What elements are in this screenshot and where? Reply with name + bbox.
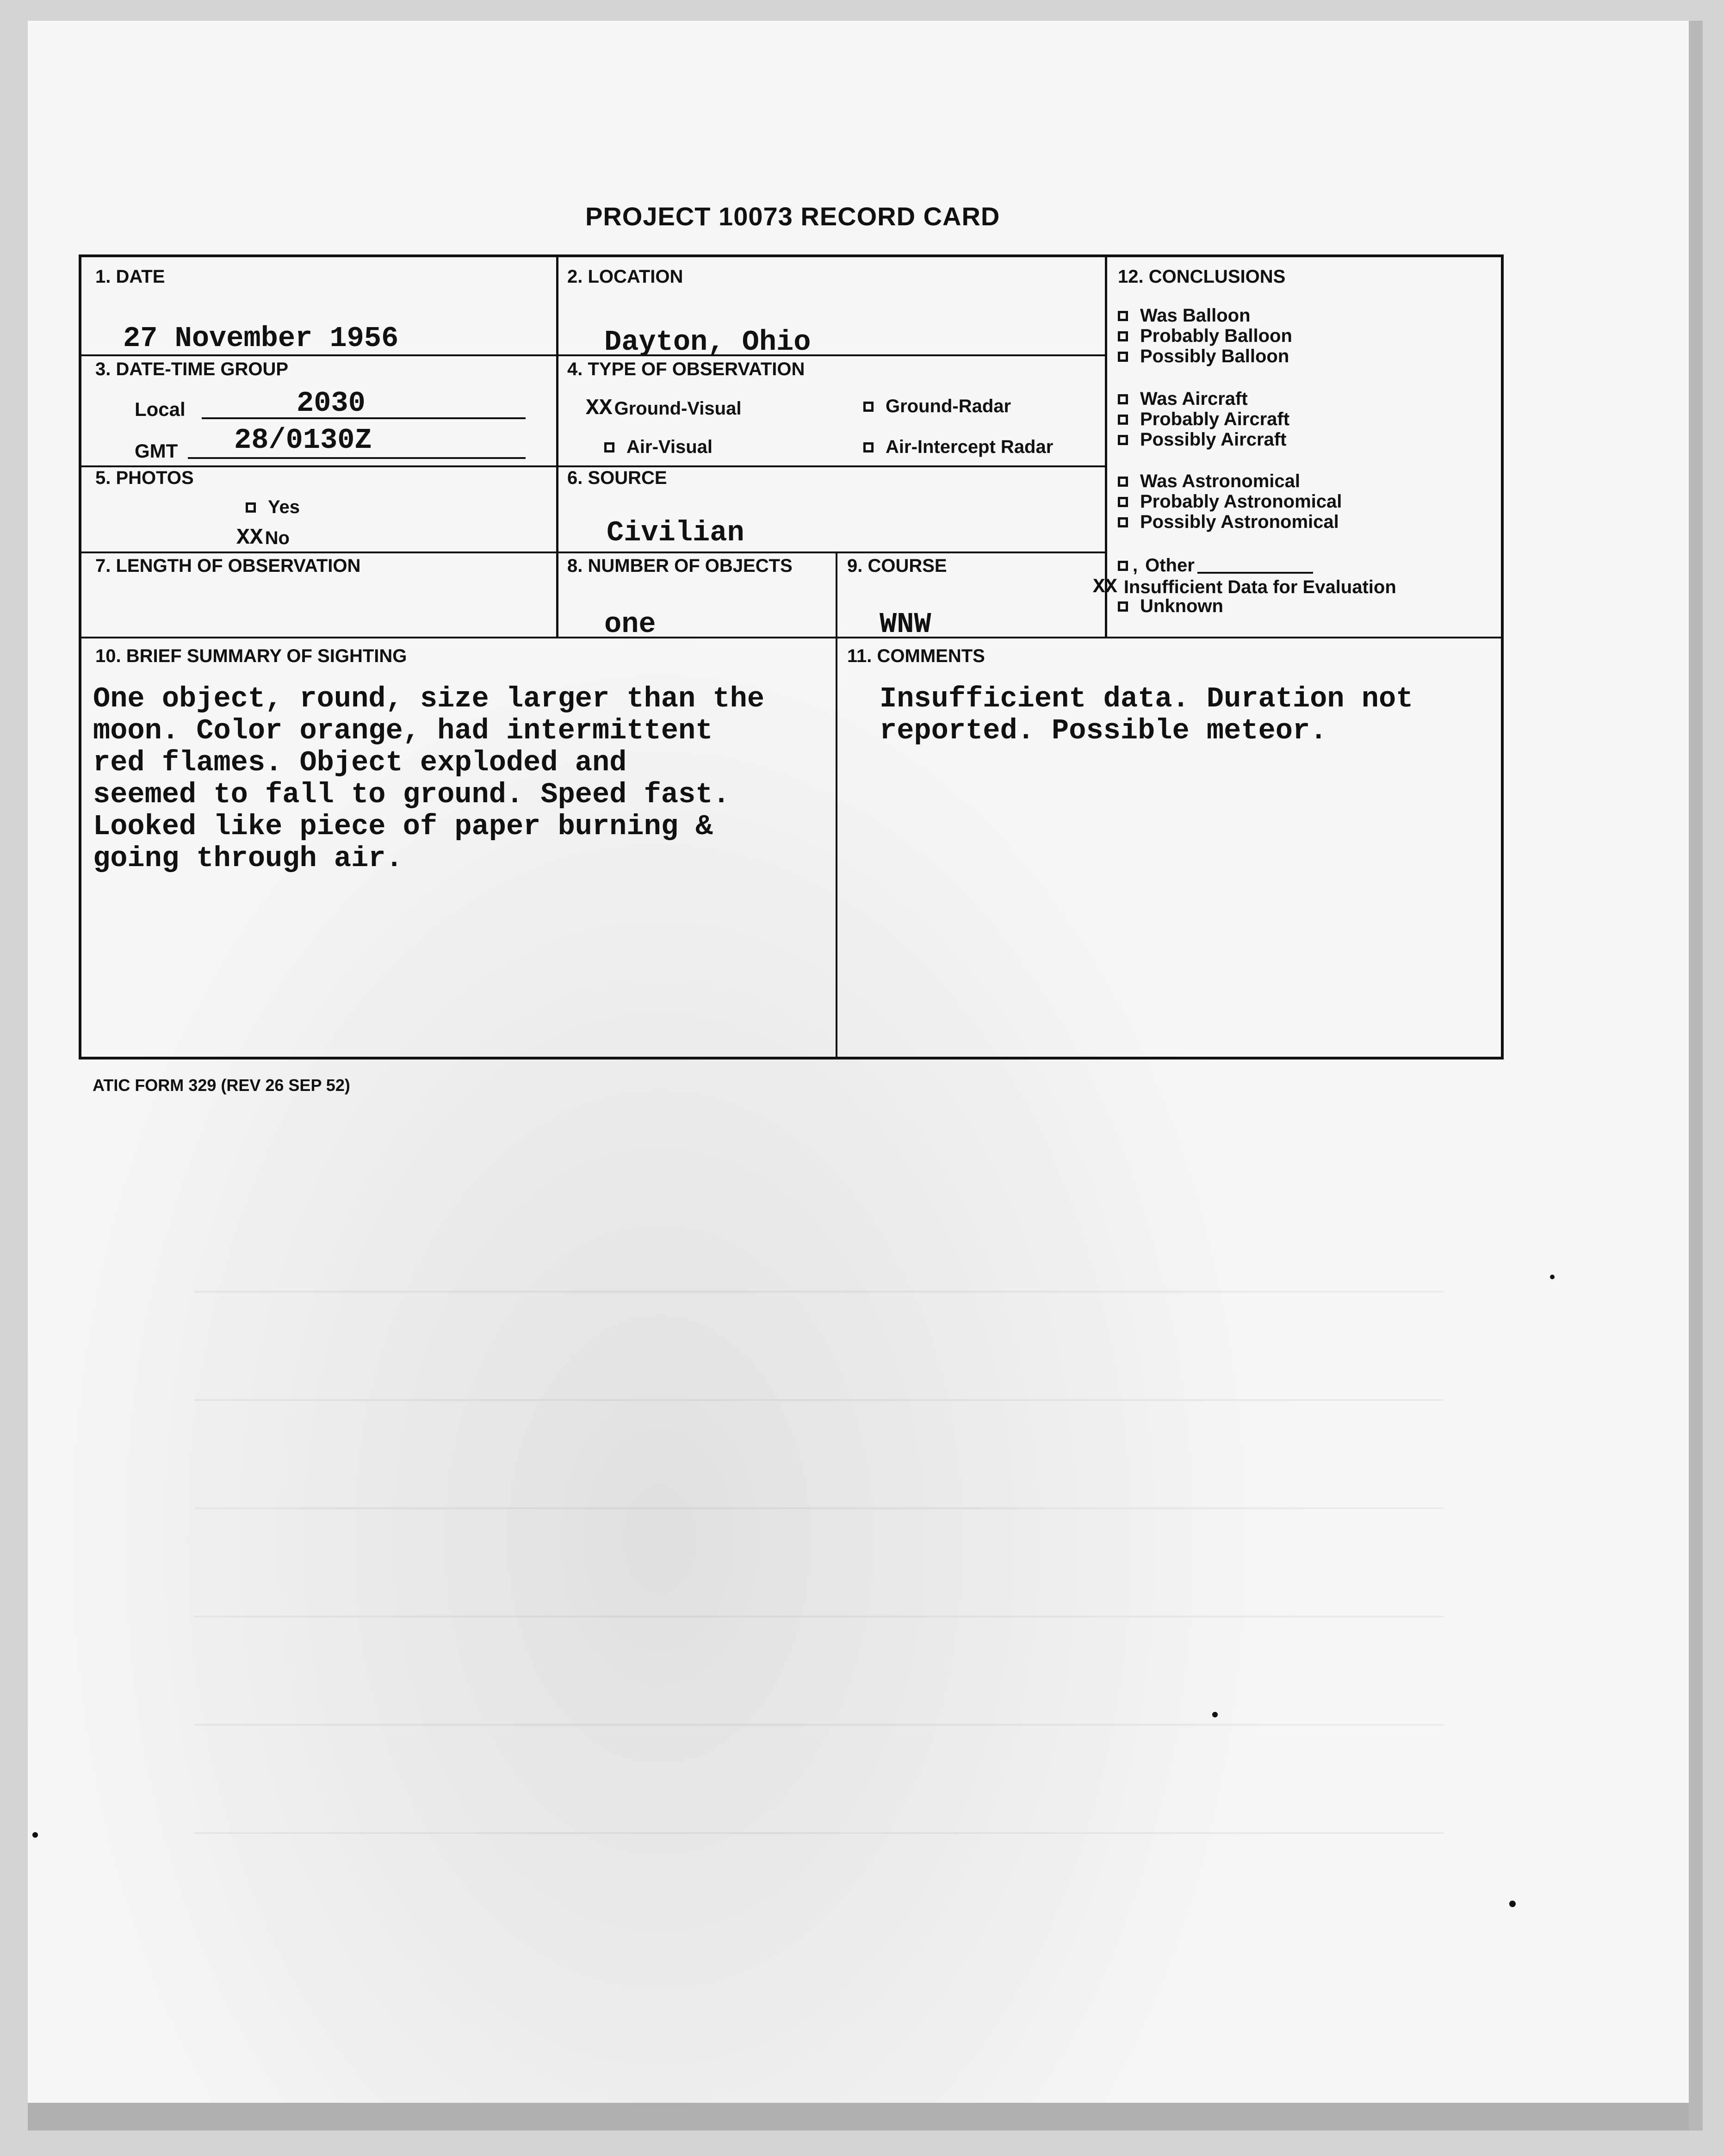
obs-air-intercept-radar	[863, 437, 1053, 458]
obs-ground-radar-label: Ground-Radar	[886, 396, 1011, 416]
card-title: PROJECT 10073 RECORD CARD	[585, 202, 1000, 231]
conclusion-label: Possibly Aircraft	[1140, 429, 1287, 450]
film-speck	[1550, 1275, 1555, 1279]
conclusion-probably-aircraft	[1118, 409, 1289, 430]
other-underline	[1197, 572, 1313, 574]
type-of-observation-label: 4. TYPE OF OBSERVATION	[567, 359, 805, 379]
conclusion-label: Probably Astronomical	[1140, 491, 1342, 512]
film-speck	[32, 1832, 38, 1838]
comments-line: Insufficient data. Duration not	[880, 682, 1413, 715]
conclusions-label: 12. CONCLUSIONS	[1118, 266, 1286, 287]
conclusion-was-astronomical	[1118, 471, 1300, 492]
conclusion-label: Other	[1145, 555, 1195, 576]
form-id: ATIC FORM 329 (REV 26 SEP 52)	[93, 1076, 350, 1095]
photos-yes	[246, 497, 300, 518]
date-time-group-label: 3. DATE-TIME GROUP	[95, 359, 289, 379]
obs-air-intercept-radar-label: Air-Intercept Radar	[886, 437, 1054, 457]
objects-value: one	[604, 608, 656, 641]
checkbox-icon	[1118, 477, 1128, 487]
obs-ground-radar	[863, 396, 1011, 417]
bleed-through-lines	[194, 1184, 1444, 1878]
divider-h-3	[81, 551, 1106, 553]
comments-label: 11. COMMENTS	[847, 646, 985, 666]
conclusion-label: Probably Aircraft	[1140, 409, 1290, 429]
obs-ground-visual	[586, 396, 741, 421]
conclusion-label: Possibly Balloon	[1140, 346, 1289, 366]
conclusion-possibly-astronomical	[1118, 512, 1339, 533]
conclusion-label: Possibly Astronomical	[1140, 512, 1339, 532]
conclusion-probably-balloon	[1118, 326, 1292, 347]
checkbox-icon	[1118, 435, 1128, 445]
gmt-underline	[188, 457, 526, 459]
checkbox-icon	[1118, 561, 1128, 571]
conclusion-label: Insufficient Data for Evaluation	[1123, 576, 1396, 597]
local-label: Local	[135, 398, 186, 420]
film-speck	[1212, 1712, 1218, 1717]
conclusion-was-balloon	[1118, 305, 1251, 326]
local-value: 2030	[297, 387, 366, 420]
source-value: Civilian	[607, 516, 744, 549]
insufficient-data-mark: XX	[1093, 576, 1117, 599]
date-label: 1. DATE	[95, 266, 165, 287]
conclusion-label: Was Aircraft	[1140, 389, 1248, 409]
other-comma: ,	[1133, 555, 1138, 576]
summary-line: moon. Color orange, had intermittent	[93, 714, 713, 747]
checkbox-icon	[246, 502, 256, 513]
conclusion-was-aircraft	[1118, 389, 1248, 409]
conclusion-label: Was Astronomical	[1140, 471, 1300, 491]
conclusion-possibly-aircraft	[1118, 429, 1286, 450]
location-label: 2. LOCATION	[567, 266, 683, 287]
summary-label: 10. BRIEF SUMMARY OF SIGHTING	[95, 646, 407, 666]
photos-no	[236, 526, 290, 551]
summary-line: seemed to fall to ground. Speed fast.	[93, 778, 730, 811]
comments-text	[880, 683, 1413, 747]
obs-air-visual-label: Air-Visual	[626, 437, 713, 457]
checkbox-icon	[863, 442, 874, 452]
film-speck	[1509, 1901, 1516, 1907]
conclusion-other	[1118, 555, 1313, 576]
obs-ground-visual-label: Ground-Visual	[614, 398, 742, 419]
gmt-label: GMT	[135, 440, 178, 462]
checkbox-icon	[863, 402, 874, 412]
checkbox-icon	[1118, 517, 1128, 527]
film-edge	[28, 2103, 1689, 2131]
photos-yes-label: Yes	[268, 497, 300, 517]
conclusion-label: Probably Balloon	[1140, 326, 1292, 346]
checkbox-icon	[1118, 415, 1128, 425]
record-card	[79, 254, 1504, 1059]
date-value: 27 November 1956	[123, 322, 399, 355]
conclusion-possibly-balloon	[1118, 346, 1289, 367]
checkbox-icon	[1118, 497, 1128, 507]
checkbox-icon	[1118, 331, 1128, 341]
location-value: Dayton, Ohio	[604, 326, 811, 359]
checkbox-icon	[1118, 311, 1128, 321]
summary-line: going through air.	[93, 842, 403, 875]
objects-label: 8. NUMBER OF OBJECTS	[567, 556, 793, 576]
checkbox-icon	[1118, 601, 1128, 612]
divider-v-1	[556, 257, 558, 637]
checkbox-icon	[1118, 394, 1128, 404]
conclusion-label: Unknown	[1140, 596, 1223, 616]
photos-label: 5. PHOTOS	[95, 468, 194, 488]
divider-h-2	[81, 465, 1106, 467]
conclusion-insufficient-data	[1093, 576, 1396, 599]
comments-line: reported. Possible meteor.	[880, 714, 1327, 747]
conclusion-probably-astronomical	[1118, 491, 1342, 512]
course-label: 9. COURSE	[847, 556, 947, 576]
length-label: 7. LENGTH OF OBSERVATION	[95, 556, 361, 576]
divider-v-3	[836, 551, 837, 1059]
conclusion-label: Was Balloon	[1140, 305, 1251, 326]
obs-ground-visual-mark: XX	[586, 396, 613, 421]
summary-line: Looked like piece of paper burning &	[93, 810, 713, 843]
checkbox-icon	[1118, 352, 1128, 362]
source-label: 6. SOURCE	[567, 468, 667, 488]
checkbox-icon	[604, 442, 614, 452]
summary-line: One object, round, size larger than the	[93, 682, 765, 715]
divider-h-4	[81, 637, 1503, 638]
gmt-value: 28/0130Z	[234, 424, 372, 457]
obs-air-visual	[604, 437, 713, 458]
summary-line: red flames. Object exploded and	[93, 746, 627, 779]
conclusion-unknown	[1118, 596, 1223, 617]
photos-no-mark: XX	[236, 526, 263, 551]
summary-text	[93, 683, 764, 874]
photos-no-label: No	[265, 527, 290, 548]
course-value: WNW	[880, 608, 931, 641]
